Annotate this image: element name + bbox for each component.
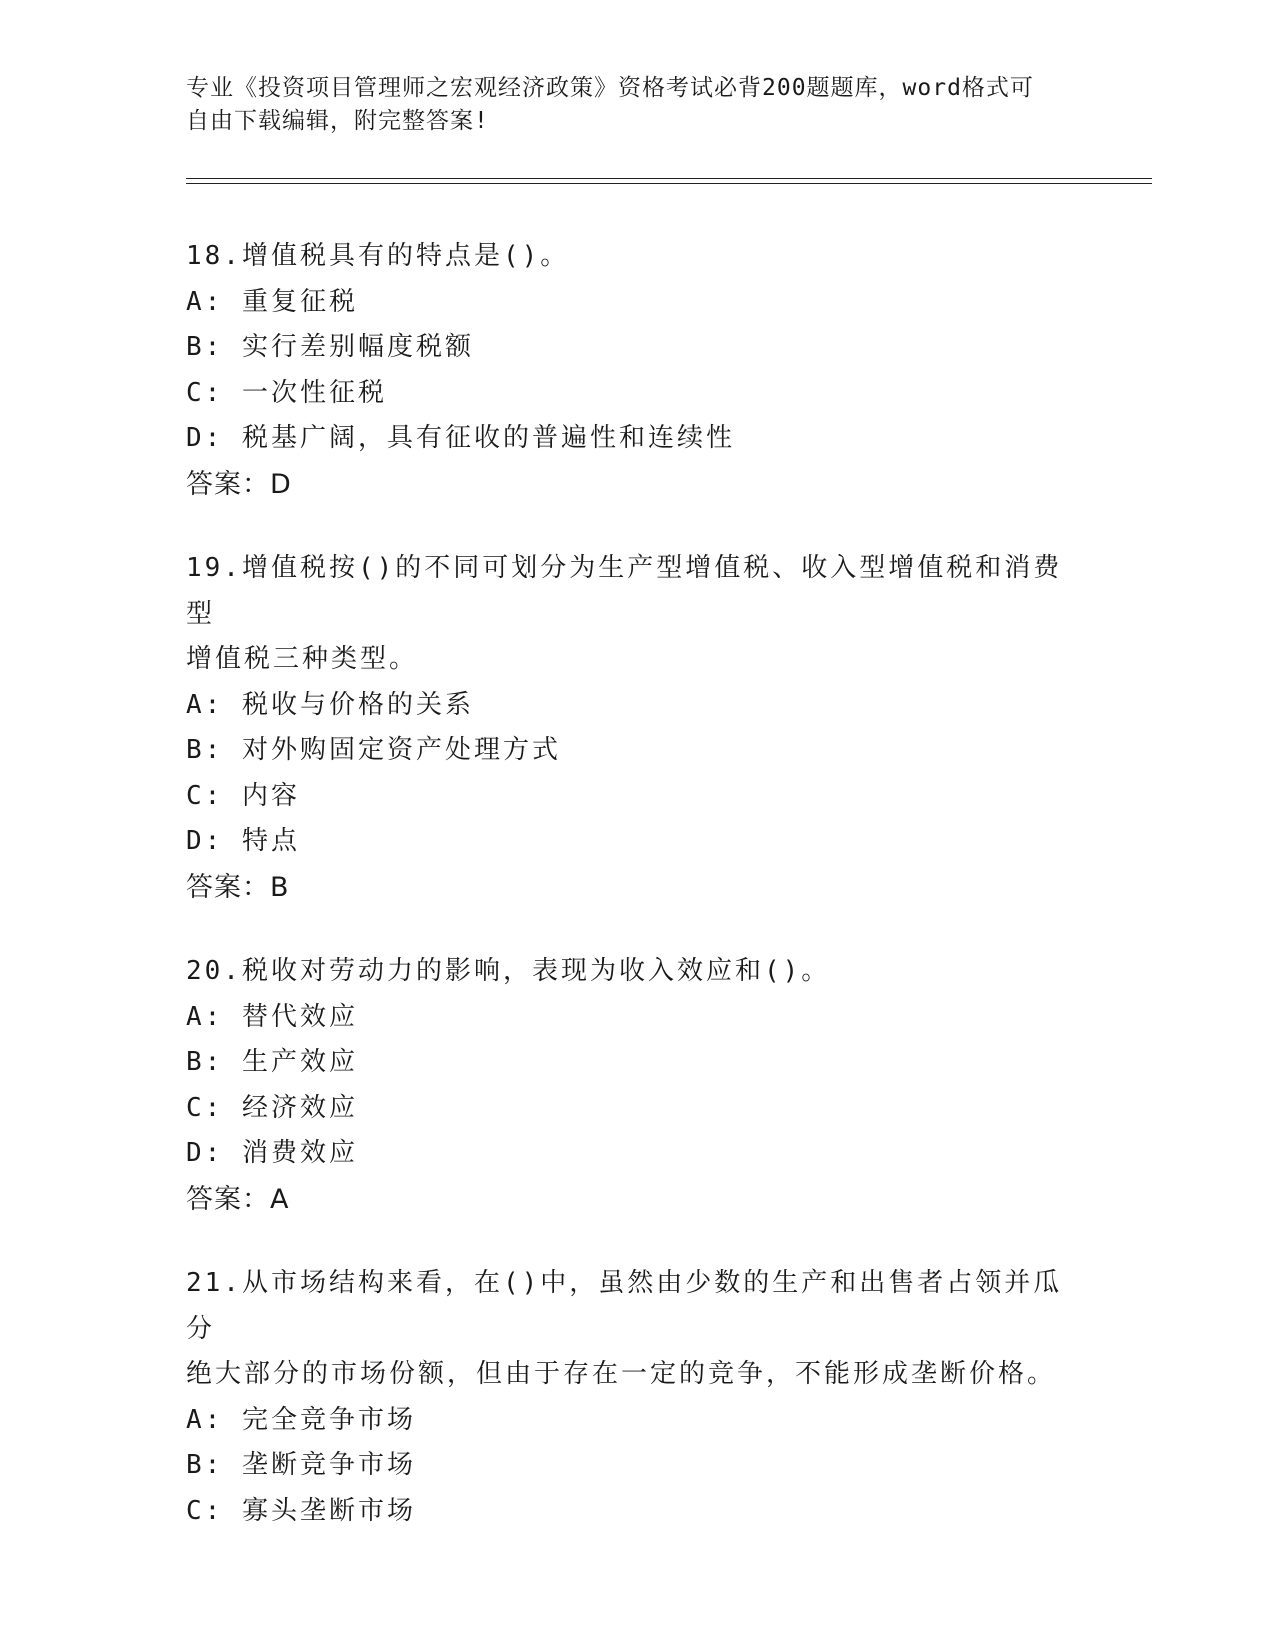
option-b: B: 生产效应 [186, 1047, 358, 1077]
header-line-2: 自由下载编辑，附完整答案! [186, 108, 489, 134]
option-a: A: 替代效应 [186, 1001, 358, 1032]
question-stem: 20.税收对劳动力的影响，表现为收入效应和()。 [186, 956, 831, 986]
option-a: A: 完全竞争市场 [186, 1404, 416, 1435]
question-stem-continued: 绝大部分的市场份额，但由于存在一定的竞争，不能形成垄断价格。 [186, 1359, 1057, 1389]
option-d: D: 特点 [186, 826, 300, 856]
question-19 [186, 546, 1086, 910]
answer: 答案：A [186, 1183, 290, 1215]
option-a: A: 税收与价格的关系 [186, 689, 474, 720]
document-header [186, 72, 1086, 138]
question-stem: 18.增值税具有的特点是()。 [186, 241, 570, 271]
question-list [186, 234, 1086, 1573]
header-divider-top [186, 178, 1152, 179]
question-stem: 19.增值税按()的不同可划分为生产型增值税、收入型增值税和消费型 [186, 553, 1063, 629]
option-b: B: 垄断竞争市场 [186, 1450, 416, 1480]
question-21 [186, 1261, 1086, 1534]
option-c: C: 经济效应 [186, 1092, 358, 1123]
header-line-1: 专业《投资项目管理师之宏观经济政策》资格考试必背200题题库，word格式可 [186, 75, 1034, 101]
option-b: B: 实行差别幅度税额 [186, 332, 474, 362]
question-18 [186, 234, 1086, 507]
option-b: B: 对外购固定资产处理方式 [186, 735, 561, 765]
option-c: C: 一次性征税 [186, 377, 387, 408]
header-divider-bottom [186, 183, 1152, 184]
question-20 [186, 949, 1086, 1222]
option-c: C: 寡头垄断市场 [186, 1495, 416, 1526]
question-stem: 21.从市场结构来看，在()中，虽然由少数的生产和出售者占领并瓜分 [186, 1268, 1063, 1344]
option-c: C: 内容 [186, 780, 300, 811]
answer: 答案：D [186, 468, 292, 500]
option-a: A: 重复征税 [186, 286, 358, 317]
option-d: D: 消费效应 [186, 1138, 358, 1168]
question-stem-continued: 增值税三种类型。 [186, 644, 419, 674]
answer: 答案：B [186, 871, 290, 903]
option-d: D: 税基广阔，具有征收的普遍性和连续性 [186, 423, 735, 453]
